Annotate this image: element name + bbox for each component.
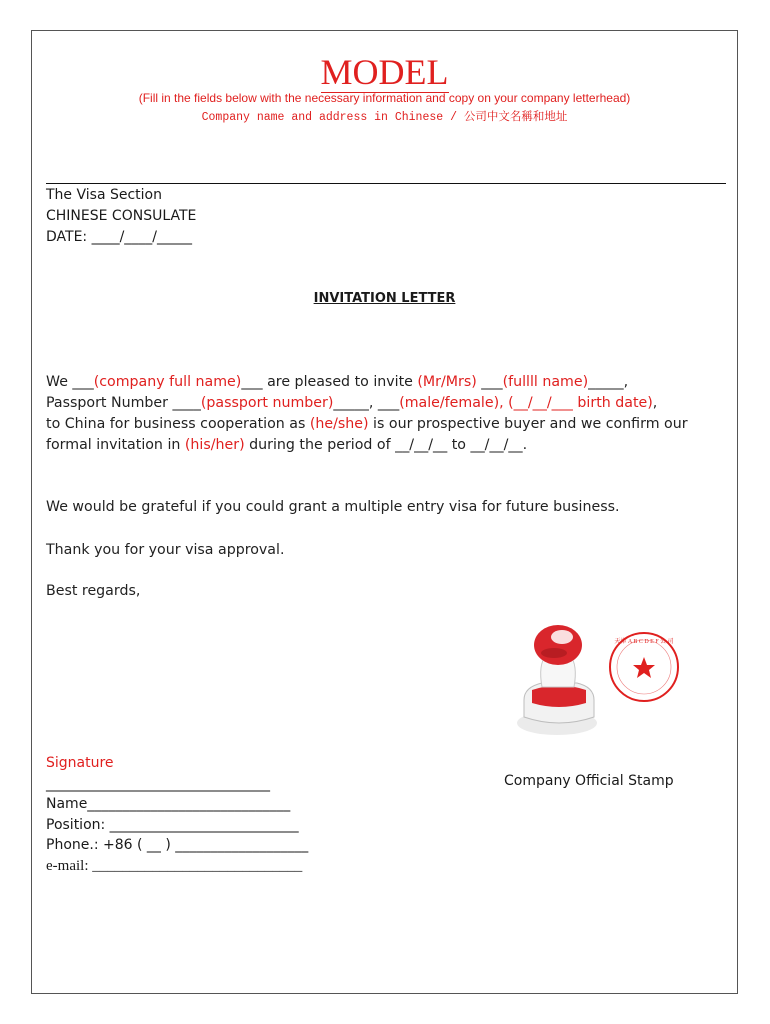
thank-you-paragraph: Thank you for your visa approval. — [46, 542, 285, 558]
text-we: We ___ — [46, 374, 94, 390]
name-field: Name_____________________________ — [46, 796, 291, 813]
field-he-she: (he/she) — [309, 416, 369, 432]
model-title: MODEL — [320, 52, 449, 92]
letter-heading: INVITATION LETTER — [313, 291, 456, 306]
company-name-note: Company name and address in Chinese / 公司中文名稱和地址 — [201, 111, 568, 124]
text-invite: ___ are pleased to invite — [241, 374, 418, 390]
text-to-china: to China for business cooperation as — [46, 416, 310, 432]
text-gap: ___ — [476, 374, 503, 390]
text-formal: formal invitation in — [46, 437, 185, 453]
text-buyer: is our prospective buyer and we confirm our — [368, 416, 688, 432]
text-comma: , — [652, 395, 658, 411]
signature-block — [46, 753, 308, 877]
position-field: Position: ___________________________ — [46, 816, 299, 833]
text-period: during the period of __/__/__ to __/__/__. — [244, 437, 528, 453]
field-passport-number: (passport number) — [200, 395, 334, 411]
fill-instructions: (Fill in the fields below with the necessary information and copy on your company letterhead) — [138, 91, 631, 105]
text-passport-label: Passport Number ____ — [46, 395, 201, 411]
field-his-her: (his/her) — [184, 437, 245, 453]
company-stamp-caption: Company Official Stamp — [504, 773, 674, 789]
field-full-name: (fullll name) — [502, 374, 589, 390]
address-line-visa-section: The Visa Section — [46, 187, 162, 203]
phone-field: Phone.: +86 ( __ ) ___________________ — [46, 837, 309, 854]
seal-text: 天津 A B C D E F 公 司 — [614, 639, 674, 645]
field-mr-mrs: (Mr/Mrs) — [417, 374, 477, 390]
visa-request-paragraph: We would be grateful if you could grant a multiple entry visa for future business. — [46, 499, 620, 515]
best-regards: Best regards, — [46, 583, 141, 599]
text-gap: _____, — [588, 374, 629, 390]
letterhead-divider — [46, 183, 726, 184]
text-gap: _____, ___ — [333, 395, 400, 411]
signature-line: ________________________________ — [46, 775, 270, 792]
document-page — [31, 30, 738, 994]
invitation-paragraph — [46, 372, 726, 456]
stamp-icon — [502, 605, 702, 745]
field-company-full-name: (company full name) — [93, 374, 242, 390]
field-gender-birth-date: (male/female), (__/__/___ birth date) — [399, 395, 653, 411]
address-line-consulate: CHINESE CONSULATE — [46, 208, 197, 224]
address-line-date: DATE: ____/____/_____ — [46, 229, 193, 245]
email-field: e-mail: ____________________________ — [46, 857, 303, 874]
signature-label: Signature — [46, 755, 114, 771]
